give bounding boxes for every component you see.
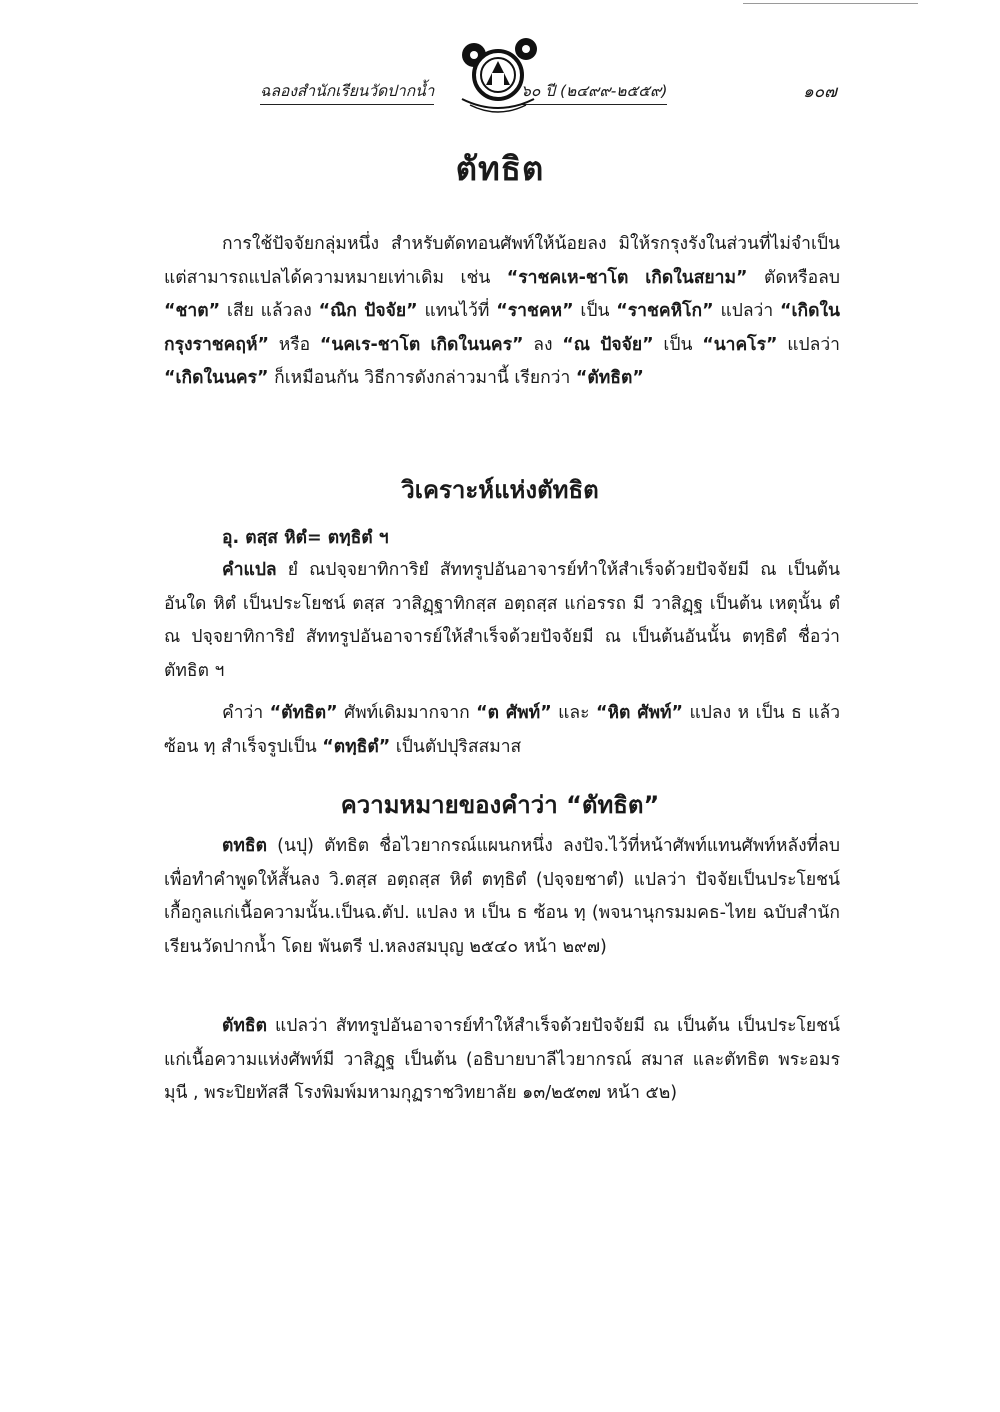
definition-paragraph-1: ตทธิต (นปุ) ตัทธิต ชื่อไวยากรณ์แผนกหนึ่ง ลงปัจ.ไว้ที่หน้าศัพท์แทนศัพท์หลังที่ลบ เพื่อทำคำพูดให้สั้นลง วิ.ตสฺส อตฺถสฺส หิตํ ตทฺธิตํ (ปจฺจยชาตํ) แปลว่า ปัจจัยเป็นประโยชน์เกื้อกูลแก่เนื้อความนั้น.เป็นฉ.ตัป. แปลง ห เป็น ธ ซ้อน ทฺ (พจนานุกรมมคธ-ไทย ฉบับสำนักเรียนวัดปากน้ำ โดย พันตรี ป.หลงสมบุญ ๒๕๔๐ หน้า ๒๙๗) xyxy=(164,836,840,957)
formula-line: อุ. ตสฺส หิตํ= ตทฺธิตํ ฯ xyxy=(222,528,389,548)
section-heading-meaning: ความหมายของคำว่า “ตัทธิต” xyxy=(340,791,660,819)
top-rule xyxy=(743,3,918,4)
running-header xyxy=(258,58,853,114)
intro-paragraph: การใช้ปัจจัยกลุ่มหนึ่ง สำหรับตัดทอนศัพท์ให้น้อยลง มิให้รกรุงรังในส่วนที่ไม่จำเป็น แต่สามารถแปลได้ความหมายเท่าเดิม เช่น “ราชคเห-ชาโต เกิดในสยาม” ตัดหรือลบ “ชาต” เสีย แล้วลง “ณิก ปัจจัย” แทนไว้ที่ “ราชคห” เป็น “ราชคหิโก” แปลว่า “เกิดในกรุงราชคฤห์” หรือ “นคเร-ชาโต เกิดในนคร” ลง “ณ ปัจจัย” เป็น “นาคโร” แปลว่า “เกิดในนคร” ก็เหมือนกัน วิธีการดังกล่าวมานี้ เรียกว่า “ตัทธิต” xyxy=(164,234,841,388)
section-heading-analysis: วิเคราะห์แห่งตัทธิต xyxy=(401,476,599,504)
page-number: ๑๐๗ xyxy=(803,82,837,102)
header-mid-text: ๖๐ ปี (๒๔๙๙-๒๕๕๙) xyxy=(521,78,667,105)
translation-paragraph: คำแปล ยํ ณปจฺจยาทิการิยํ สัททรูปอันอาจารย์ทำให้สำเร็จด้วยปัจจัยมี ณ เป็นต้น อันใด หิตํ เป็นประโยชน์ ตสฺส วาสิฏฺฐาทิกสฺส อตฺถสฺส แก่อรรถ มี วาสิฏฺฐ เป็นต้น เหตุนั้น ตํ ณ ปจฺจยาทิการิยํ สัททรูปอันอาจารย์ให้สำเร็จด้วยปัจจัยมี ณ เป็นต้นอันนั้น ตทฺธิตํ ชื่อว่าตัทธิต ฯ xyxy=(164,560,840,681)
page-title: ตัทธิต xyxy=(455,149,545,188)
header-left-text: ฉลองสำนักเรียนวัดปากน้ำ xyxy=(260,78,434,105)
temple-emblem-icon xyxy=(448,37,548,115)
word-origin-paragraph: คำว่า “ตัทธิต” ศัพท์เดิมมากจาก “ต ศัพท์” และ “หิต ศัพท์” แปลง ห เป็น ธ แล้วซ้อน ทฺ สำเร็จรูปเป็น “ตทฺธิตํ” เป็นตัปปุริสสมาส xyxy=(164,703,841,757)
definition-paragraph-2: ตัทธิต แปลว่า สัททรูปอันอาจารย์ทำให้สำเร็จด้วยปัจจัยมี ณ เป็นต้น เป็นประโยชน์แก่เนื้อความแห่งศัพท์มี วาสิฏฺฐ เป็นต้น (อธิบายบาลีไวยากรณ์ สมาส และตัทธิต พระอมรมุนี , พระปิยทัสสี โรงพิมพ์มหามกุฏราชวิทยาลัย ๑๓/๒๕๓๗ หน้า ๕๒) xyxy=(164,1016,840,1103)
